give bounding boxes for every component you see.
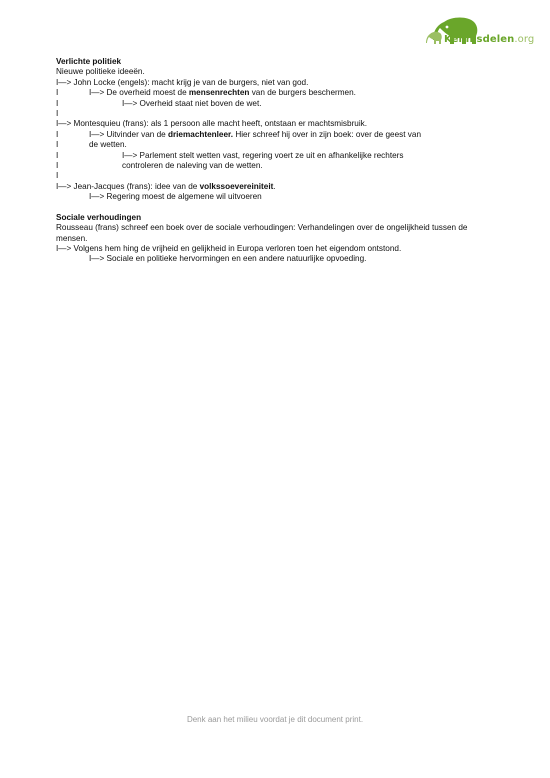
volgens-line: I—> Volgens hem hing de vrijheid en gelijkheid in Europa verloren toen het eigendom ontstond.: [56, 244, 402, 254]
logo-wordmark: Kennisdelen.org: [444, 34, 535, 45]
intro-text: Nieuwe politieke ideeën.: [56, 67, 145, 77]
rousseau-line: I—> Jean-Jacques (frans): idee van de volkssoevereiniteit.: [56, 181, 276, 191]
rousseau-sub-line: I—> Regering moest de algemene wil uitvoeren: [89, 192, 262, 202]
sociale-paragraph: Rousseau (frans) schreef een boek over de sociale verhoudingen: Verhandelingen over de ongelijkheid tussen de mensen.: [56, 223, 468, 243]
section-title-verlichte-politiek: Verlichte politiek: [56, 57, 122, 66]
bar-line: I: [56, 108, 59, 118]
montesquieu-sub-line: I I—> Uitvinder van de driemachtenleer. Hier schreef hij over in zijn boek: over de geest van: [56, 129, 421, 139]
montesquieu-sub-cont: I de wetten.: [56, 140, 127, 150]
montesquieu-line: I—> Montesquieu (frans): als 1 persoon alle macht heeft, ontstaan er machtsmisbruik.: [56, 119, 368, 129]
document-body: [56, 57, 496, 265]
montesquieu-sub2-line: I I—> Parlement stelt wetten vast, regering voert ze uit en afhankelijke rechters: [56, 150, 404, 160]
footer-note: Denk aan het milieu voordat je dit document print.: [186, 715, 364, 724]
kennisdelen-logo: [422, 16, 535, 52]
section-title-sociale-verhoudingen: Sociale verhoudingen: [56, 212, 142, 222]
volgens-sub-line: I—> Sociale en politieke hervormingen en een andere natuurlijke opvoeding.: [89, 254, 367, 264]
bar-line: I: [56, 171, 59, 181]
locke-line: I—> John Locke (engels): macht krijg je van de burgers, niet van god.: [56, 77, 309, 87]
locke-sub-line: I I—> De overheid moest de mensenrechten van de burgers beschermen.: [56, 88, 356, 98]
locke-sub2-line: I I—> Overheid staat niet boven de wet.: [56, 98, 262, 108]
montesquieu-sub2-cont: I controleren de naleving van de wetten.: [56, 160, 263, 170]
